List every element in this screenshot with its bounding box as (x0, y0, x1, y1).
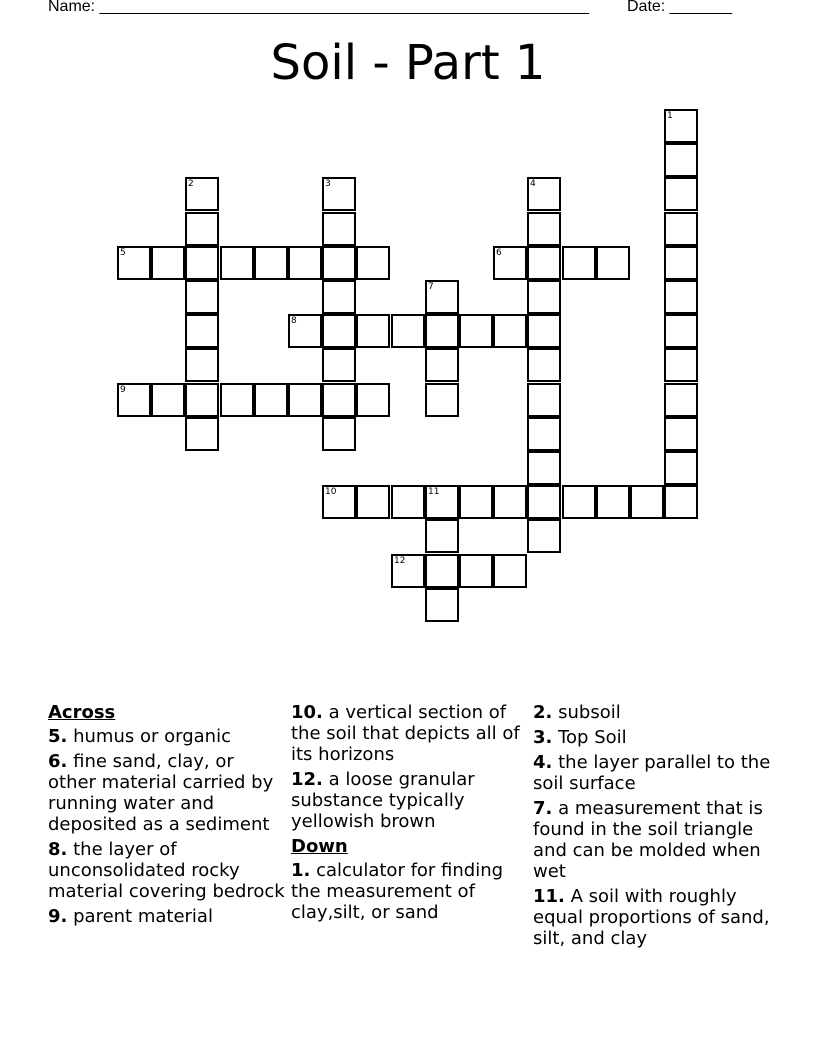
crossword-cell[interactable] (425, 280, 459, 314)
crossword-cell[interactable] (185, 280, 219, 314)
crossword-cell[interactable] (185, 177, 219, 211)
crossword-cell[interactable] (185, 212, 219, 246)
crossword-cell[interactable] (527, 348, 561, 382)
crossword-cell[interactable] (596, 246, 630, 280)
clue-number-label: 11 (428, 487, 440, 497)
crossword-cell[interactable] (425, 554, 459, 588)
crossword-cell[interactable] (322, 348, 356, 382)
crossword-cell[interactable] (117, 383, 151, 417)
crossword-cell[interactable] (117, 246, 151, 280)
crossword-cell[interactable] (664, 212, 698, 246)
crossword-cell[interactable] (391, 554, 425, 588)
crossword-cell[interactable] (664, 109, 698, 143)
crossword-cell[interactable] (425, 588, 459, 622)
crossword-cell[interactable] (356, 246, 390, 280)
crossword-cell[interactable] (527, 177, 561, 211)
crossword-cell[interactable] (664, 177, 698, 211)
crossword-cell[interactable] (254, 246, 288, 280)
clue-number-label: 6 (496, 248, 502, 258)
across-clue-8: 8. the layer of unconsolidated rocky material covering bedrock (48, 839, 285, 902)
down-clue-7: 7. a measurement that is found in the soil triangle and can be molded when wet (533, 798, 763, 882)
crossword-cell[interactable] (664, 485, 698, 519)
crossword-cell[interactable] (527, 212, 561, 246)
crossword-cell[interactable] (425, 485, 459, 519)
crossword-cell[interactable] (322, 383, 356, 417)
crossword-cell[interactable] (185, 246, 219, 280)
crossword-cell[interactable] (185, 383, 219, 417)
across-clue-12: 12. a loose granular substance typically yellowish brown (291, 769, 475, 832)
page-title: Soil - Part 1 (270, 35, 546, 91)
crossword-cell[interactable] (664, 246, 698, 280)
crossword-cell[interactable] (151, 246, 185, 280)
crossword-cell[interactable] (322, 314, 356, 348)
crossword-cell[interactable] (493, 554, 527, 588)
crossword-cell[interactable] (527, 314, 561, 348)
clue-number-label: 10 (325, 487, 337, 497)
clue-number-label: 5 (120, 248, 126, 258)
crossword-cell[interactable] (527, 451, 561, 485)
clue-number-label: 1 (667, 111, 673, 121)
crossword-cell[interactable] (288, 383, 322, 417)
down-clue-1: 1. calculator for finding the measurement of clay,silt, or sand (291, 860, 504, 923)
clue-number-label: 4 (530, 179, 536, 189)
down-clue-3: 3. Top Soil (533, 727, 627, 748)
crossword-cell[interactable] (425, 314, 459, 348)
crossword-cell[interactable] (664, 348, 698, 382)
clue-number-label: 7 (428, 282, 434, 292)
down-clue-11: 11. A soil with roughly equal proportions of sand, silt, and clay (533, 886, 770, 949)
crossword-cell[interactable] (185, 314, 219, 348)
crossword-cell[interactable] (527, 246, 561, 280)
clue-column-3 (533, 702, 771, 953)
crossword-cell[interactable] (630, 485, 664, 519)
crossword-cell[interactable] (425, 348, 459, 382)
across-clue-9: 9. parent material (48, 906, 213, 927)
across-clue-6: 6. fine sand, clay, or other material carried by running water and deposited as a sediment (48, 751, 274, 835)
down-clue-2: 2. subsoil (533, 702, 621, 723)
crossword-cell[interactable] (220, 246, 254, 280)
crossword-cell[interactable] (220, 383, 254, 417)
crossword-cell[interactable] (322, 246, 356, 280)
down-heading: Down (291, 836, 348, 857)
clue-number-label: 12 (394, 556, 406, 566)
crossword-cell[interactable] (493, 314, 527, 348)
crossword-cell[interactable] (391, 314, 425, 348)
crossword-cell[interactable] (322, 212, 356, 246)
crossword-cell[interactable] (288, 314, 322, 348)
crossword-cell[interactable] (322, 485, 356, 519)
crossword-cell[interactable] (664, 417, 698, 451)
crossword-cell[interactable] (664, 451, 698, 485)
crossword-cell[interactable] (459, 554, 493, 588)
clue-number-label: 9 (120, 385, 126, 395)
clue-column-1 (48, 702, 286, 931)
clue-number-label: 2 (188, 179, 194, 189)
clue-number-label: 3 (325, 179, 331, 189)
crossword-cell[interactable] (493, 485, 527, 519)
crossword-cell[interactable] (391, 485, 425, 519)
down-clue-4: 4. the layer parallel to the soil surface (533, 752, 771, 794)
crossword-cell[interactable] (527, 519, 561, 553)
date-field-label: Date: _______ (627, 0, 732, 15)
crossword-cell[interactable] (288, 246, 322, 280)
crossword-cell[interactable] (562, 485, 596, 519)
crossword-cell[interactable] (664, 383, 698, 417)
across-clue-10: 10. a vertical section of the soil that depicts all of its horizons (291, 702, 520, 765)
crossword-cell[interactable] (527, 383, 561, 417)
crossword-cell[interactable] (527, 485, 561, 519)
crossword-cell[interactable] (425, 519, 459, 553)
crossword-cell[interactable] (356, 314, 390, 348)
crossword-cell[interactable] (459, 314, 493, 348)
crossword-cell[interactable] (254, 383, 288, 417)
crossword-cell[interactable] (493, 246, 527, 280)
crossword-cell[interactable] (322, 177, 356, 211)
crossword-cell[interactable] (322, 280, 356, 314)
crossword-cell[interactable] (562, 246, 596, 280)
crossword-cell[interactable] (459, 485, 493, 519)
crossword-cell[interactable] (527, 280, 561, 314)
across-clue-5: 5. humus or organic (48, 726, 231, 747)
name-field-label: Name: _______________________________________________________ (48, 0, 589, 15)
across-heading: Across (48, 702, 116, 723)
crossword-cell[interactable] (322, 417, 356, 451)
crossword-cell[interactable] (596, 485, 630, 519)
crossword-cell[interactable] (151, 383, 185, 417)
crossword-cell[interactable] (664, 314, 698, 348)
crossword-cell[interactable] (356, 383, 390, 417)
clue-number-label: 8 (291, 316, 297, 326)
crossword-cell[interactable] (527, 417, 561, 451)
crossword-cell[interactable] (185, 348, 219, 382)
crossword-cell[interactable] (664, 280, 698, 314)
crossword-cell[interactable] (185, 417, 219, 451)
crossword-cell[interactable] (664, 143, 698, 177)
crossword-cell[interactable] (356, 485, 390, 519)
crossword-cell[interactable] (425, 383, 459, 417)
clue-column-2 (291, 702, 529, 927)
